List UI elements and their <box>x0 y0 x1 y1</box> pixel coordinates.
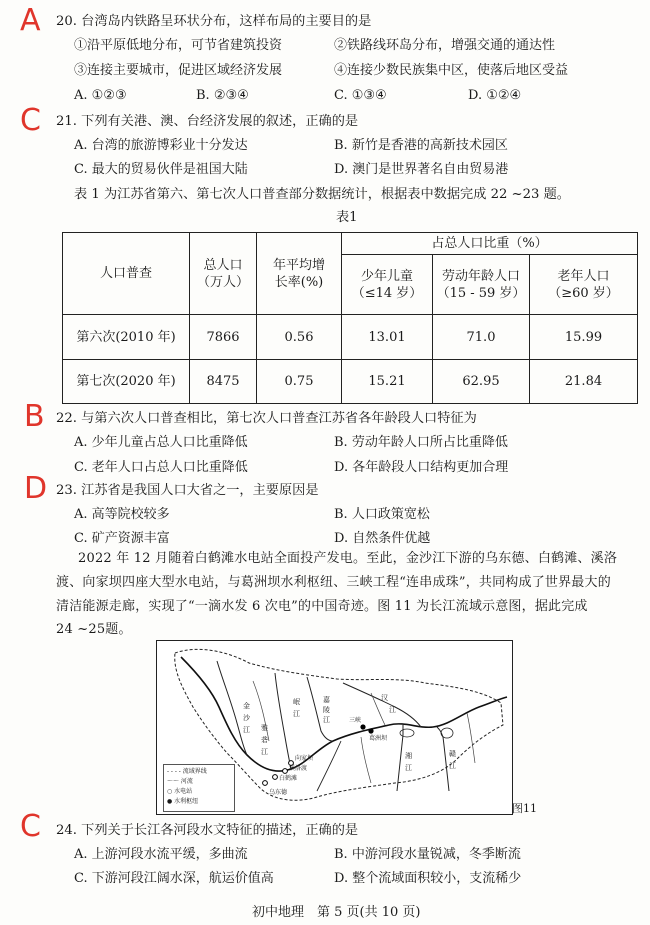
q22-choice-d[interactable]: D. 各年龄段人口结构更加合理 <box>334 460 509 475</box>
yangtze-basin-map <box>156 640 513 815</box>
station-icon: ○ <box>167 788 173 795</box>
map-label: 金 <box>243 702 250 710</box>
cell-census: 第七次(2020 年) <box>63 359 190 403</box>
station-label: 白鹤滩 <box>279 775 298 782</box>
header-growth-rate: 年平均增 长率(%) <box>257 233 342 315</box>
passage-line-2: 渡、向家坝四座大型水电站，与葛洲坝水利枢纽、三峡工程“连串成珠”，共同构成了世界最大的 <box>56 575 611 590</box>
map-label: 江 <box>449 762 456 770</box>
station-label: 三峡 <box>349 717 362 724</box>
q20-statement-3: ③连接主要城市，促进区域经济发展 <box>74 63 283 78</box>
question-22-stem: 22. 与第六次人口普查相比，第七次人口普查江苏省各年龄段人口特征为 <box>56 411 477 426</box>
q23-choice-c[interactable]: C. 矿产资源丰富 <box>74 531 170 546</box>
q23-choice-a[interactable]: A. 高等院校较多 <box>74 507 170 522</box>
q20-choice-d[interactable]: D. ①②④ <box>468 88 522 103</box>
station-label: 乌东德 <box>269 789 288 796</box>
station-label: 葛洲坝 <box>369 735 388 742</box>
passage-line-1: 2022 年 12 月随着白鹤滩水电站全面投产发电。至此，金沙江下游的乌东德、白鹤滩、溪洛 <box>78 551 618 566</box>
table-row <box>63 359 638 403</box>
map-legend <box>163 764 235 812</box>
map-label: 汉 <box>381 694 388 702</box>
hub-icon: ● <box>167 798 173 805</box>
map-label: 陵 <box>323 706 330 714</box>
answer-marker-q24: C <box>20 809 41 844</box>
table-intro: 表 1 为江苏省第六、第七次人口普查部分数据统计，根据表中数据完成 22 ~23 题。 <box>74 187 570 202</box>
legend-station: ○ 水电站 <box>167 788 193 795</box>
header-census: 人口普查 <box>63 233 190 315</box>
legend-river: ～～ 河流 <box>167 778 193 785</box>
cell-total: 8475 <box>190 359 257 403</box>
question-24-stem: 24. 下列关于长江各河段水文特征的描述，正确的是 <box>56 823 359 838</box>
answer-marker-q21: C <box>20 103 41 138</box>
census-table <box>62 232 638 404</box>
q20-choice-a[interactable]: A. ①②③ <box>74 88 127 103</box>
header-children: 少年儿童 （≤14 岁） <box>342 255 433 315</box>
passage-line-4: 24 ~25题。 <box>56 622 132 637</box>
map-label: 江 <box>389 706 396 714</box>
cell-elderly: 15.99 <box>530 315 638 359</box>
cell-elderly: 21.84 <box>530 359 638 403</box>
table-row <box>63 315 638 359</box>
legend-boundary: - - - - 流域界线 <box>167 768 207 775</box>
header-elderly: 老年人口 （≥60 岁） <box>530 255 638 315</box>
q23-choice-d[interactable]: D. 自然条件优越 <box>334 531 431 546</box>
map-label: 赣 <box>449 750 456 758</box>
q20-choice-b[interactable]: B. ②③④ <box>196 88 249 103</box>
answer-marker-q23: D <box>24 471 48 506</box>
q22-choice-c[interactable]: C. 老年人口占总人口比重降低 <box>74 460 248 475</box>
cell-labor: 71.0 <box>433 315 530 359</box>
q21-choice-c[interactable]: C. 最大的贸易伙伴是祖国大陆 <box>74 162 248 177</box>
cell-census: 第六次(2010 年) <box>63 315 190 359</box>
page-footer: 初中地理 第 5 页(共 10 页) <box>252 905 421 920</box>
cell-rate: 0.56 <box>257 315 342 359</box>
cell-children: 13.01 <box>342 315 433 359</box>
q21-choice-a[interactable]: A. 台湾的旅游博彩业十分发达 <box>74 138 248 153</box>
q22-choice-b[interactable]: B. 劳动年龄人口所占比重降低 <box>334 435 508 450</box>
table-caption: 表1 <box>336 210 358 225</box>
map-label: 江 <box>323 716 330 724</box>
q22-choice-a[interactable]: A. 少年儿童占总人口比重降低 <box>74 435 248 450</box>
answer-marker-q22: B <box>24 399 45 434</box>
q20-statement-2: ②铁路线环岛分布，增强交通的通达性 <box>334 38 556 53</box>
header-labor: 劳动年龄人口 （15 - 59 岁） <box>433 255 530 315</box>
map-label: 嘉 <box>323 696 330 704</box>
cell-children: 15.21 <box>342 359 433 403</box>
header-total: 总人口 （万人） <box>190 233 257 315</box>
map-label: 岷 <box>293 698 300 706</box>
cell-total: 7866 <box>190 315 257 359</box>
question-20-stem: 20. 台湾岛内铁路呈环状分布，这样布局的主要目的是 <box>56 14 372 29</box>
map-label: 砻 <box>261 736 268 744</box>
map-label: 沙 <box>243 714 250 722</box>
q21-choice-d[interactable]: D. 澳门是世界著名自由贸易港 <box>334 162 509 177</box>
station-label: 溪洛渡 <box>289 765 308 772</box>
map-label: 湘 <box>405 752 412 760</box>
map-label: 雅 <box>261 724 268 732</box>
q24-choice-c[interactable]: C. 下游河段江阔水深，航运价值高 <box>74 871 274 886</box>
legend-hub: ● 水利枢纽 <box>167 798 199 805</box>
q20-statement-1: ①沿平原低地分布，可节省建筑投资 <box>74 38 283 53</box>
q24-choice-b[interactable]: B. 中游河段水量锐减，冬季断流 <box>334 847 521 862</box>
map-label: 江 <box>293 710 300 718</box>
question-23-stem: 23. 江苏省是我国人口大省之一，主要原因是 <box>56 483 319 498</box>
q20-choice-c[interactable]: C. ①③④ <box>334 88 387 103</box>
station-label: 向家坝 <box>295 755 314 762</box>
q21-choice-b[interactable]: B. 新竹是香港的高新技术园区 <box>334 138 508 153</box>
q24-choice-a[interactable]: A. 上游河段水流平缓，多曲流 <box>74 847 248 862</box>
map-label: 江 <box>261 748 268 756</box>
cell-rate: 0.75 <box>257 359 342 403</box>
header-share: 占总人口比重（%） <box>342 233 638 255</box>
map-label: 江 <box>405 764 412 772</box>
q20-statement-4: ④连接少数民族集中区，使落后地区受益 <box>334 63 569 78</box>
figure-label: 图11 <box>512 802 537 815</box>
question-21-stem: 21. 下列有关港、澳、台经济发展的叙述，正确的是 <box>56 114 359 129</box>
q23-choice-b[interactable]: B. 人口政策宽松 <box>334 507 430 522</box>
map-label: 江 <box>243 726 250 734</box>
q24-choice-d[interactable]: D. 整个流域面积较小，支流稀少 <box>334 871 522 886</box>
answer-marker-q20: A <box>20 3 41 38</box>
cell-labor: 62.95 <box>433 359 530 403</box>
passage-line-3: 清洁能源走廊，实现了“一滴水发 6 次电”的中国奇迹。图 11 为长江流域示意图，据此完成 <box>56 599 588 614</box>
